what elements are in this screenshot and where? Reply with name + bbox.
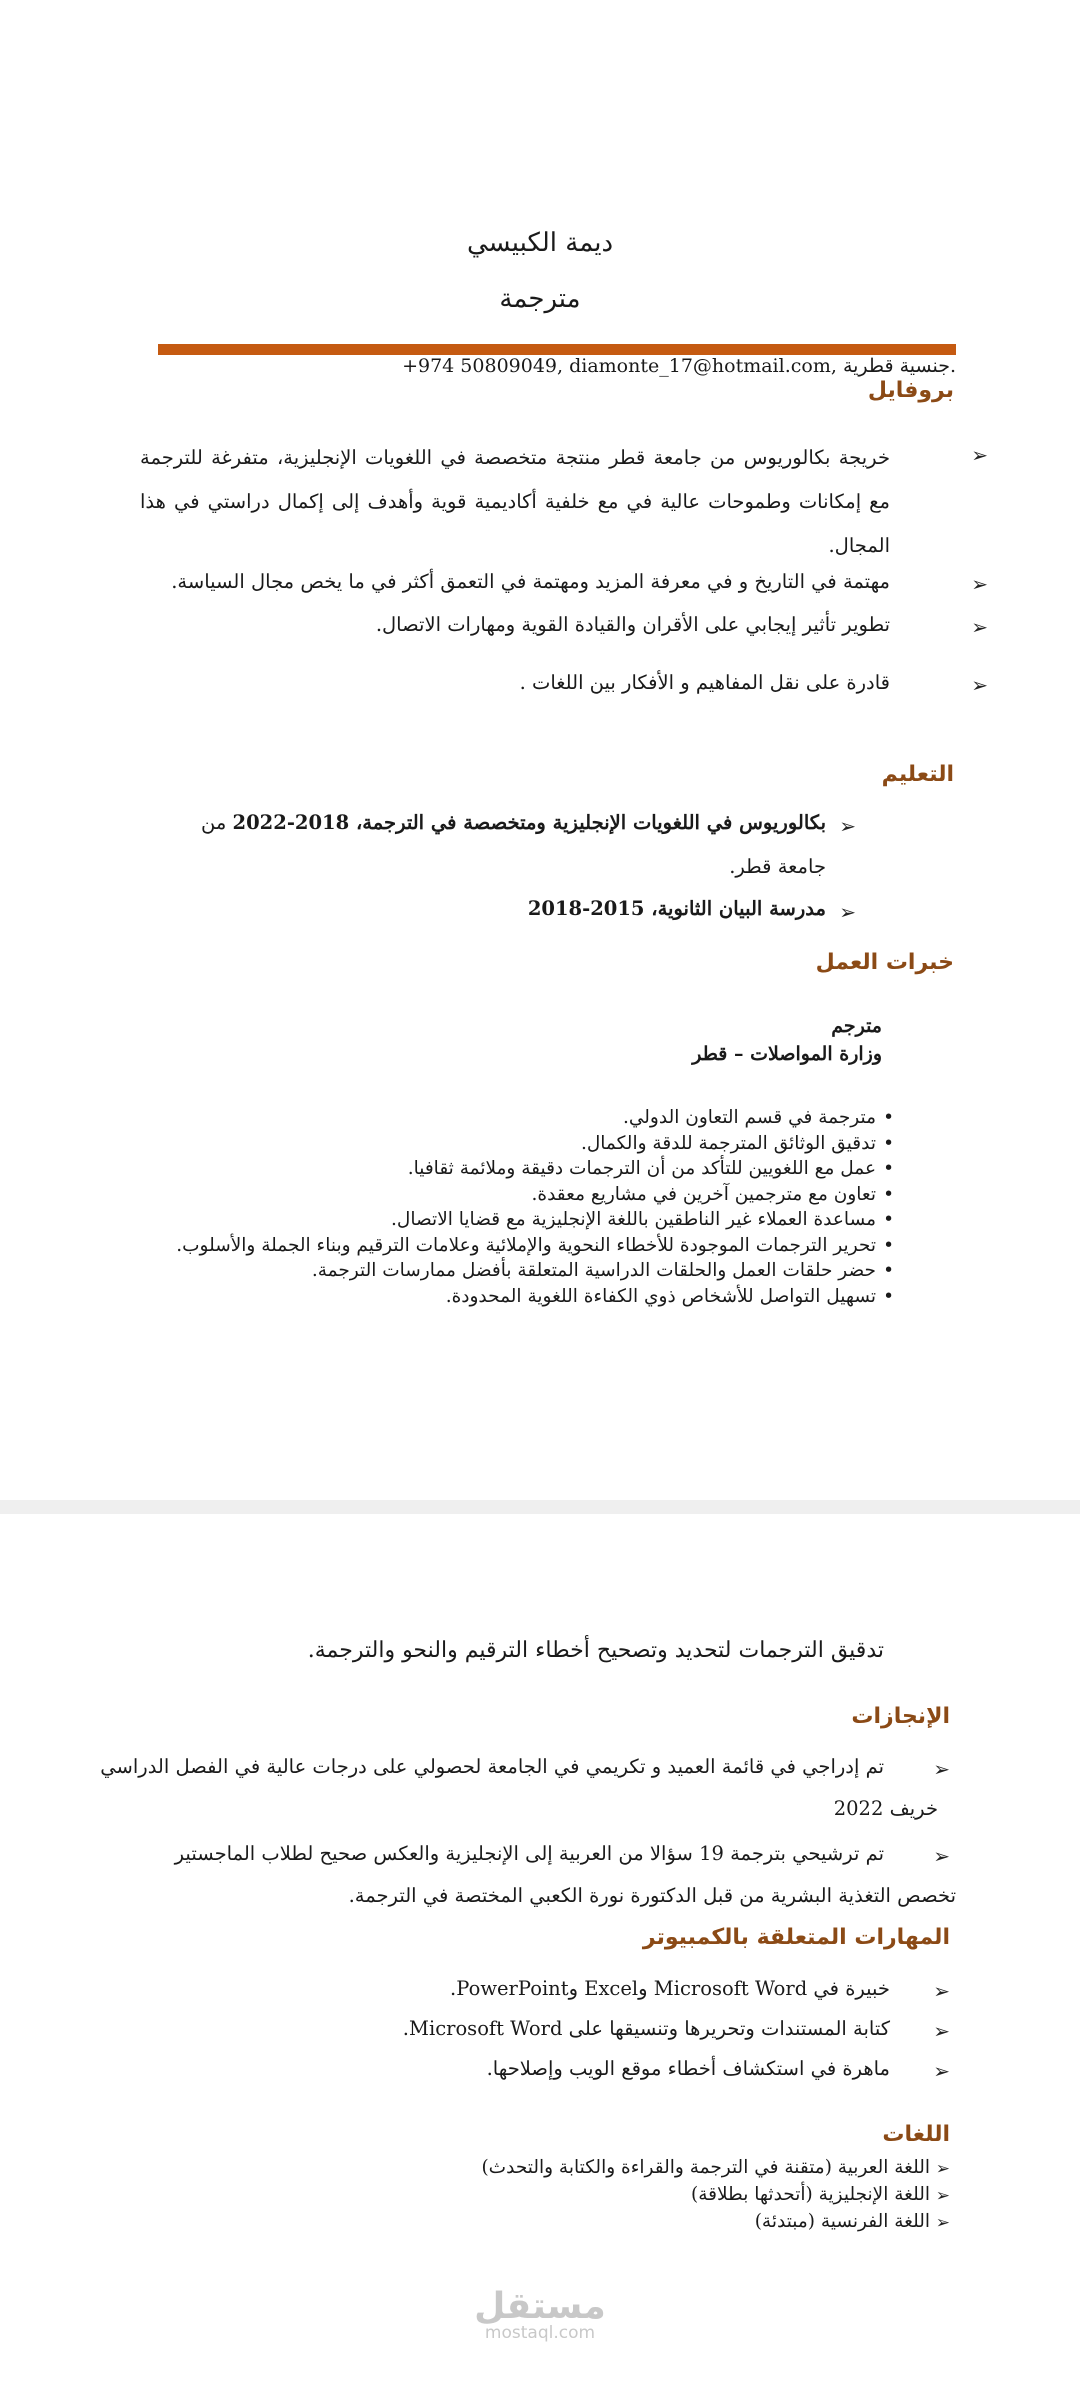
achievement-2-line-2: تخصص التغذية البشرية من قبل الدكتورة نورة الكعبي المختصة في الترجمة.: [348, 1884, 956, 1907]
education-school: مدرسة البيان الثانوية، 2015-2018: [527, 897, 826, 920]
language-item: اللغة العربية (متقنة في الترجمة والقراءة والكتابة والتحدث): [481, 2157, 930, 2178]
header-divider: [158, 344, 956, 355]
computer-skill-item: كتابة المستندات وتحريرها وتنسيقها على Microsoft Word.: [402, 2017, 890, 2040]
job-duty-item: • مترجمة في قسم التعاون الدولي.: [176, 1105, 894, 1131]
arrow-bullet-icon: ➢: [935, 2213, 950, 2233]
job-duty-item: • مساعدة العملاء غير الناطقين باللغة الإنجليزية مع قضايا الاتصال.: [176, 1207, 894, 1233]
arrow-bullet-icon: ➢: [839, 814, 856, 838]
profile-item-3: تطوير تأثير إيجابي على الأقران والقيادة القوية ومهارات الاتصال.: [375, 613, 890, 636]
arrow-bullet-icon: ➢: [935, 2186, 950, 2206]
languages-heading: اللغات: [882, 2122, 950, 2147]
arrow-bullet-icon: ➢: [933, 2059, 950, 2083]
arrow-bullet-icon: ➢: [971, 673, 988, 697]
job-duty-item: • تحرير الترجمات الموجودة للأخطاء النحوية والإملائية وعلامات الترقيم وبناء الجملة والأسلوب.: [176, 1233, 894, 1259]
experience-heading: خبرات العمل: [815, 950, 954, 975]
arrow-bullet-icon: ➢: [933, 1979, 950, 2003]
arrow-bullet-icon: ➢: [971, 615, 988, 639]
candidate-title: مترجمة: [499, 284, 581, 314]
candidate-name: ديمة الكبيسي: [466, 228, 614, 258]
language-item: اللغة الإنجليزية (أتحدثها بطلاقة): [691, 2184, 930, 2205]
mostaql-watermark-logo: مستقل mostaql.com: [474, 2286, 606, 2343]
language-item: اللغة الفرنسية (مبتدئة): [754, 2211, 930, 2232]
computer-skills-heading: المهارات المتعلقة بالكمبيوتر: [642, 1925, 950, 1950]
arrow-bullet-icon: ➢: [933, 1757, 950, 1781]
job-duty-item: • حضر حلقات العمل والحلقات الدراسية المتعلقة بأفضل ممارسات الترجمة.: [176, 1258, 894, 1284]
profile-item-1: خريجة بكالوريوس من جامعة قطر منتجة متخصصة في اللغويات الإنجليزية، متفرغة للترجمة مع إمكانات وطموحات عالية في مع خلفية أكاديمية قوية وأهدف إلى إكمال دراستي في هذا المجال.: [140, 446, 890, 557]
achievements-heading: الإنجازات: [851, 1704, 950, 1729]
job-employer: وزارة المواصلات – قطر: [692, 1043, 882, 1065]
computer-skill-item: ماهرة في استكشاف أخطاء موقع الويب وإصلاحها.: [486, 2057, 890, 2080]
job-duty-item: • تعاون مع مترجمين آخرين في مشاريع معقدة.: [176, 1182, 894, 1208]
page-separator: [0, 1500, 1080, 1514]
job-duty-item: • عمل مع اللغويين للتأكد من أن الترجمات دقيقة وملائمة ثقافيا.: [176, 1156, 894, 1182]
experience-continued-duty: تدقيق الترجمات لتحديد وتصحيح أخطاء الترقيم والنحو والترجمة.: [307, 1638, 884, 1663]
job-duty-item: • تسهيل التواصل للأشخاص ذوي الكفاءة اللغوية المحدودة.: [176, 1284, 894, 1310]
contact-line: +974 50809049, diamonte_17@hotmail.com, جنسية قطرية.: [402, 355, 956, 377]
education-degree: بكالوريوس في اللغويات الإنجليزية ومتخصصة في الترجمة، 2018-2022 من: [201, 811, 826, 834]
profile-heading: بروفايل: [867, 378, 954, 403]
profile-item-4: قادرة على نقل المفاهيم و الأفكار بين اللغات .: [519, 671, 890, 694]
achievement-2-line-1: تم ترشيحي بترجمة 19 سؤالا من العربية إلى الإنجليزية والعكس صحيح لطلاب الماجستير: [174, 1842, 884, 1865]
achievement-1-line-1: تم إدراجي في قائمة العميد و تكريمي في الجامعة لحصولي على درجات عالية في الفصل الدراسي: [100, 1755, 884, 1778]
profile-item-2: مهتمة في التاريخ و في معرفة المزيد ومهتمة في التعمق أكثر في ما يخص مجال السياسة.: [171, 570, 890, 593]
achievement-1-line-2: خريف 2022: [833, 1797, 938, 1820]
arrow-bullet-icon: ➢: [839, 900, 856, 924]
education-university: جامعة قطر.: [729, 855, 826, 878]
arrow-bullet-icon: ➢: [971, 443, 988, 467]
job-duty-item: • تدقيق الوثائق المترجمة للدقة والكمال.: [176, 1131, 894, 1157]
education-heading: التعليم: [881, 762, 954, 787]
computer-skill-item: خبيرة في Microsoft Word وExcel وPowerPoint.: [450, 1977, 890, 2000]
arrow-bullet-icon: ➢: [933, 2019, 950, 2043]
arrow-bullet-icon: ➢: [933, 1844, 950, 1868]
job-title: مترجم: [831, 1015, 882, 1037]
arrow-bullet-icon: ➢: [971, 572, 988, 596]
arrow-bullet-icon: ➢: [935, 2159, 950, 2179]
job-duties-list: [176, 1105, 894, 1309]
